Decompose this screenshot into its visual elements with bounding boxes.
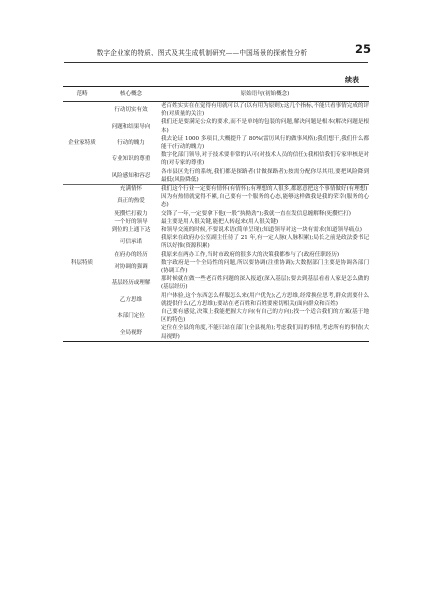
concept-cell: 在府办的经历 xyxy=(114,251,148,258)
table-row xyxy=(63,292,369,308)
table-row xyxy=(63,308,369,324)
table-row xyxy=(63,324,369,341)
original-cell: 交锋了一年,一定要拿下他(一股“执拗劲”);我就一直在发信息缠解释(死攒烂打) xyxy=(161,210,351,217)
original-cell: 因为有热情就觉得不累,自己要有一个服务的心态,能够这样做我是我的荣幸(服务的心态) xyxy=(161,194,369,209)
concept-cell: 真正的热爱 xyxy=(117,198,145,205)
table-row xyxy=(63,218,369,226)
original-cell: 数字化部门领导,对于技术要非常的认可(对技术人员的信任);我相信我们专家审核是对的(对专家的尊重) xyxy=(161,152,369,167)
table-header-row xyxy=(63,87,369,102)
concept-cell: 对协调的强调 xyxy=(114,263,148,270)
table-row xyxy=(63,102,369,119)
table-row xyxy=(63,226,369,234)
original-cell: 和领导交流的时候,不要说术语(简单呈现);知道领导对这一块有需求(知道领导痛点) xyxy=(161,227,362,234)
original-cell: 那时候就在做一些老百姓问题的深入报道(深入基层);要去到基层看看人家是怎么做的(基层经历) xyxy=(161,276,369,291)
original-cell: 数字政府是一个全局性的问题,所以要协调(注重协调);大数据部门主要是协调各部门(协调工作) xyxy=(161,259,369,275)
table-row xyxy=(63,193,369,209)
table-row xyxy=(63,135,369,151)
original-cell: 自己要有感觉,决策上我能把握大方向(有自己的方向);找一个适合我们的方案(基于地区的特色) xyxy=(161,309,369,324)
concept-cell: 专业知识的尊重 xyxy=(111,156,151,163)
table-row xyxy=(63,151,369,167)
page-number: 25 xyxy=(355,42,372,56)
original-cell: 我原来在两办工作,当时市政府的很多大的决策我都参与了(政府任职经历) xyxy=(161,251,340,258)
original-cell: 定位在全县的角度,不能只站在部门(全县视角);考虑我们局的事情,考虑所有的事情(大局视野) xyxy=(161,325,369,340)
table-row xyxy=(63,234,369,250)
category-cell: 企业家特质 xyxy=(68,139,96,146)
coding-table xyxy=(63,86,369,342)
header-rule xyxy=(64,62,368,63)
concept-cell: 一个好的领导 xyxy=(114,218,148,225)
concept-cell: 乙方思维 xyxy=(119,296,143,303)
original-cell: 我去论证 1000 多项目,大概提升了 80%(雷厉风行的做事风格);我们想干,我们什么都能干(行动的魄力) xyxy=(161,135,369,151)
concept-cell: 可信承诺 xyxy=(119,239,143,246)
concept-cell: 行动的魄力 xyxy=(117,139,145,146)
original-cell: 我们还是要满足公众的要求,而不是单纯的包装的问题,解决问题是根本(解决问题是根本) xyxy=(161,119,369,134)
concept-cell: 基层经历或理解 xyxy=(111,280,151,287)
category-cell: 科层特质 xyxy=(63,185,101,342)
original-cell: 最主要是用人很关键,能把人转起来(用人很关键) xyxy=(161,218,279,225)
concept-cell: 风险感知和容忍 xyxy=(111,172,151,179)
concept-cell: 全局视野 xyxy=(119,329,143,336)
running-header: 数字企业家的特质、图式及其生成机制研究——中国场景的探索性分析 xyxy=(96,49,308,57)
table-row xyxy=(63,259,369,275)
concept-cell: 到位的上通下达 xyxy=(111,227,151,234)
original-cell: 我原来在政府办公室副主任待了 21 年,有一定人脉(人脉积累);局长之前是政法委书记所以好推(资源积累) xyxy=(161,235,369,250)
column-header-concept: 核心概念 xyxy=(101,87,161,102)
table-body xyxy=(63,102,369,342)
concept-cell: 问题和结果导向 xyxy=(111,123,151,130)
concept-cell: 行动切实有效 xyxy=(114,107,148,114)
concept-cell: 死攒烂打毅力 xyxy=(114,210,148,217)
continued-label: 续表 xyxy=(345,75,359,84)
table-row xyxy=(63,118,369,134)
original-cell: 各市县区先行的系统,我们都是探路者(甘做探路者);按需分配你尽其用,要把风险降到最低(风险降低) xyxy=(161,168,369,183)
table-row xyxy=(63,251,369,259)
table-row xyxy=(63,185,369,194)
table-row xyxy=(63,168,369,185)
concept-cell: 充满情怀 xyxy=(101,185,161,194)
column-header-category: 范畴 xyxy=(63,87,101,102)
column-header-original: 原始语句(初始概念) xyxy=(161,87,369,102)
original-cell: 我们这个行业一定要有情怀(有情怀);有理想的人很多,都愿意把这个事情做好(有理想) xyxy=(161,186,368,193)
concept-cell: 本部门定位 xyxy=(117,313,145,320)
table-row xyxy=(63,210,369,218)
original-cell: 用户体验,这个东西怎么样服怎么来(用户优先);乙方思维,经常换位思考,群众需要什么就提供什么(乙方思维);要站在老百姓和百姓要密切相关(面向群众和百姓) xyxy=(161,292,369,307)
table-row xyxy=(63,275,369,291)
original-cell: 老百姓实实在在觉得有用就可以了(以有用为原则);这几个指标,不能只看事情完成的评价(对质量的关注) xyxy=(161,103,369,118)
